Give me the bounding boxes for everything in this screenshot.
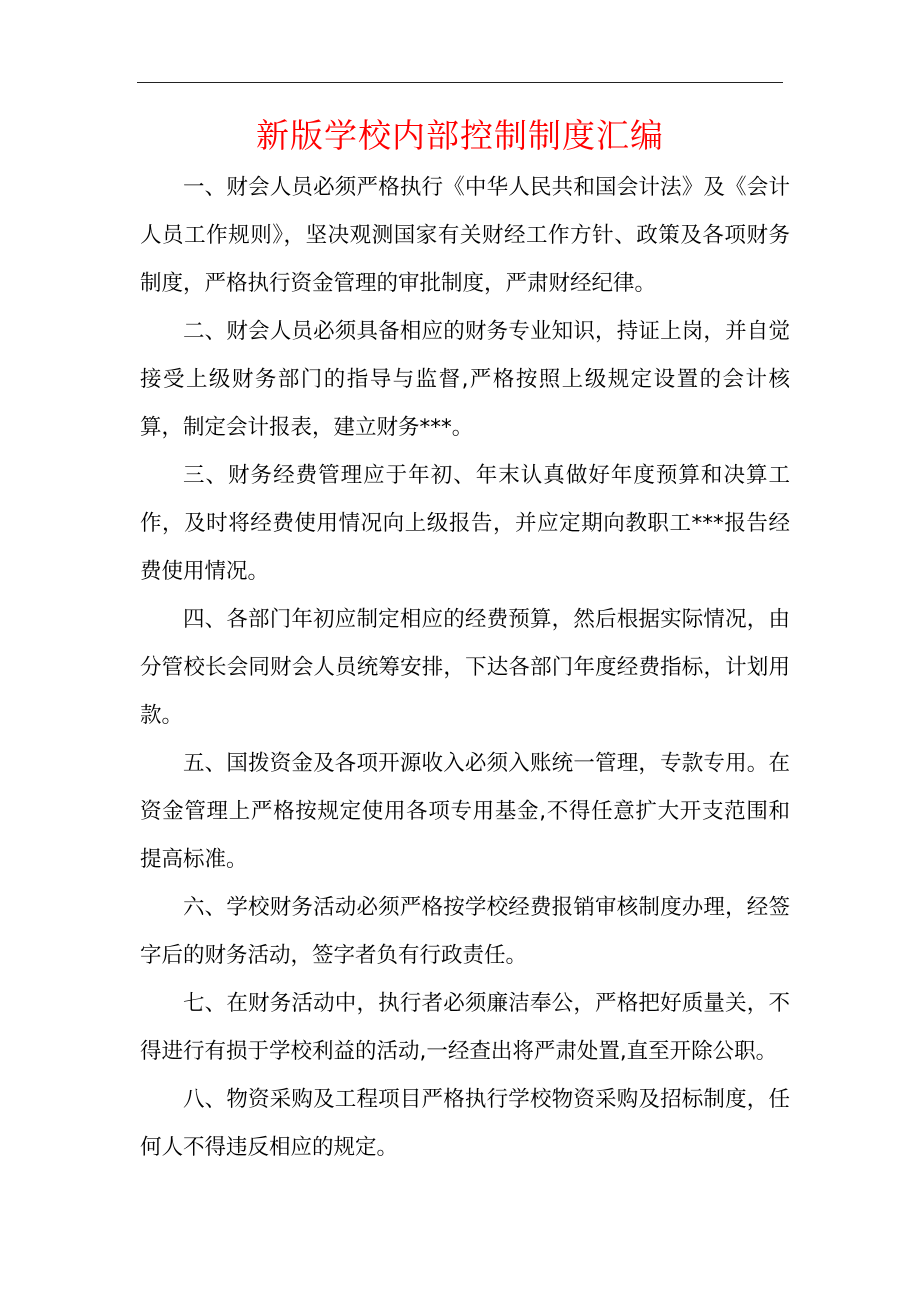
paragraph-8: 八、物资采购及工程项目严格执行学校物资采购及招标制度，任何人不得违反相应的规定。 [140,1087,790,1160]
document-body [140,164,790,1172]
paragraph-1: 一、财会人员必须严格执行《中华人民共和国会计法》及《会计人员工作规则》，坚决观测国家有关财经工作方针、政策及各项财务制度，严格执行资金管理的审批制度，严肃财经纪律。 [140,175,790,296]
document-title: 新版学校内部控制制度汇编 [256,116,664,155]
paragraph-7: 七、在财务活动中，执行者必须廉洁奉公，严格把好质量关，不得进行有损于学校利益的活动,一经查出将严肃处置,直至开除公职。 [140,991,790,1064]
header-rule [137,82,783,83]
paragraph-3: 三、财务经费管理应于年初、年末认真做好年度预算和决算工作，及时将经费使用情况向上级报告，并应定期向教职工***报告经费使用情况。 [140,463,790,584]
paragraph-6: 六、学校财务活动必须严格按学校经费报销审核制度办理，经签字后的财务活动，签字者负有行政责任。 [140,895,790,968]
paragraph-5: 五、国拨资金及各项开源收入必须入账统一管理，专款专用。在资金管理上严格按规定使用各项专用基金,不得任意扩大开支范围和提高标准。 [140,751,790,872]
paragraph-4: 四、各部门年初应制定相应的经费预算，然后根据实际情况，由分管校长会同财会人员统筹安排，下达各部门年度经费指标，计划用款。 [140,607,790,728]
paragraph-2: 二、财会人员必须具备相应的财务专业知识，持证上岗，并自觉接受上级财务部门的指导与监督,严格按照上级规定设置的会计核算，制定会计报表，建立财务***。 [140,319,790,440]
